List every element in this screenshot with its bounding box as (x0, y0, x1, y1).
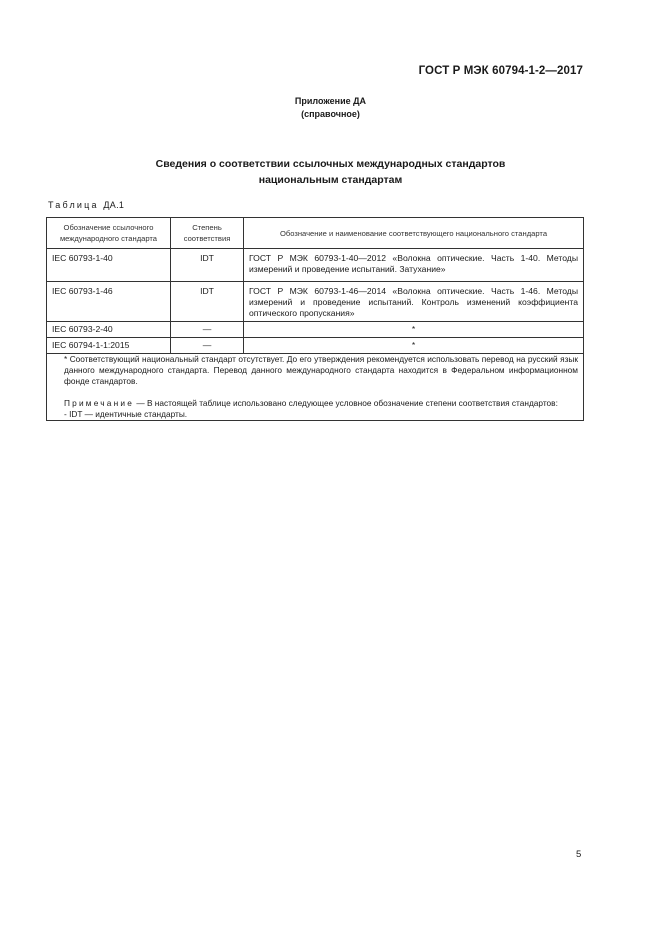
cell-intl-standard: IEC 60793-1-46 (47, 282, 171, 322)
table-row (47, 338, 584, 354)
table-label (48, 200, 124, 210)
header-degree: Степень соответствия (171, 218, 244, 249)
section-title (0, 156, 661, 188)
note (52, 398, 578, 409)
header-intl-standard: Обозначение ссылочного международного стандарта (47, 218, 171, 249)
annex-subtitle: (справочное) (301, 109, 360, 119)
table-row (47, 322, 584, 338)
cell-national-standard: ГОСТ Р МЭК 60793-1-46—2014 «Волокна оптические. Часть 1-46. Методы измерений и проведение испытаний. Контроль изменений коэффициента оптического пропускания» (244, 282, 584, 322)
annex-heading (0, 95, 661, 121)
table-row (47, 249, 584, 282)
cell-degree: — (171, 322, 244, 338)
table-row (47, 282, 584, 322)
cell-national-standard: * (244, 322, 584, 338)
cell-intl-standard: IEC 60794-1-1:2015 (47, 338, 171, 354)
note-label: Примечание (64, 397, 135, 408)
table-footnote-cell (47, 354, 584, 421)
header-national-standard: Обозначение и наименование соответствующего национального стандарта (244, 218, 584, 249)
section-title-line2: национальным стандартам (258, 174, 403, 186)
footnote-text: * Соответствующий национальный стандарт отсутствует. До его утверждения рекомендуется использовать перевод на русский язык данного международного стандарта. Перевод данного международного стандарта находится в Федеральном информационном фонде стандартов. (64, 354, 578, 387)
cell-degree: IDT (171, 249, 244, 282)
page-number: 5 (576, 849, 582, 860)
annex-title: Приложение ДА (294, 96, 367, 106)
cell-degree: IDT (171, 282, 244, 322)
table-footnote-row (47, 354, 584, 421)
note-text: — В настоящей таблице использовано следующее условное обозначение степени соответствия стандартов: (136, 397, 558, 408)
cell-national-standard: * (244, 338, 584, 354)
table-label-prefix: Таблица (48, 200, 99, 210)
section-title-line1: Сведения о соответствии ссылочных международных стандартов (155, 158, 506, 170)
correspondence-table (46, 217, 584, 421)
cell-intl-standard: IEC 60793-2-40 (47, 322, 171, 338)
note-item: - IDT — идентичные стандарты. (64, 408, 188, 419)
table-header-row (47, 218, 584, 249)
standard-code: ГОСТ Р МЭК 60794-1-2—2017 (418, 65, 583, 77)
cell-degree: — (171, 338, 244, 354)
cell-national-standard: ГОСТ Р МЭК 60793-1-40—2012 «Волокна оптические. Часть 1-40. Методы измерений и проведение испытаний. Затухание» (244, 249, 584, 282)
cell-intl-standard: IEC 60793-1-40 (47, 249, 171, 282)
table-label-number: ДА.1 (103, 200, 125, 210)
